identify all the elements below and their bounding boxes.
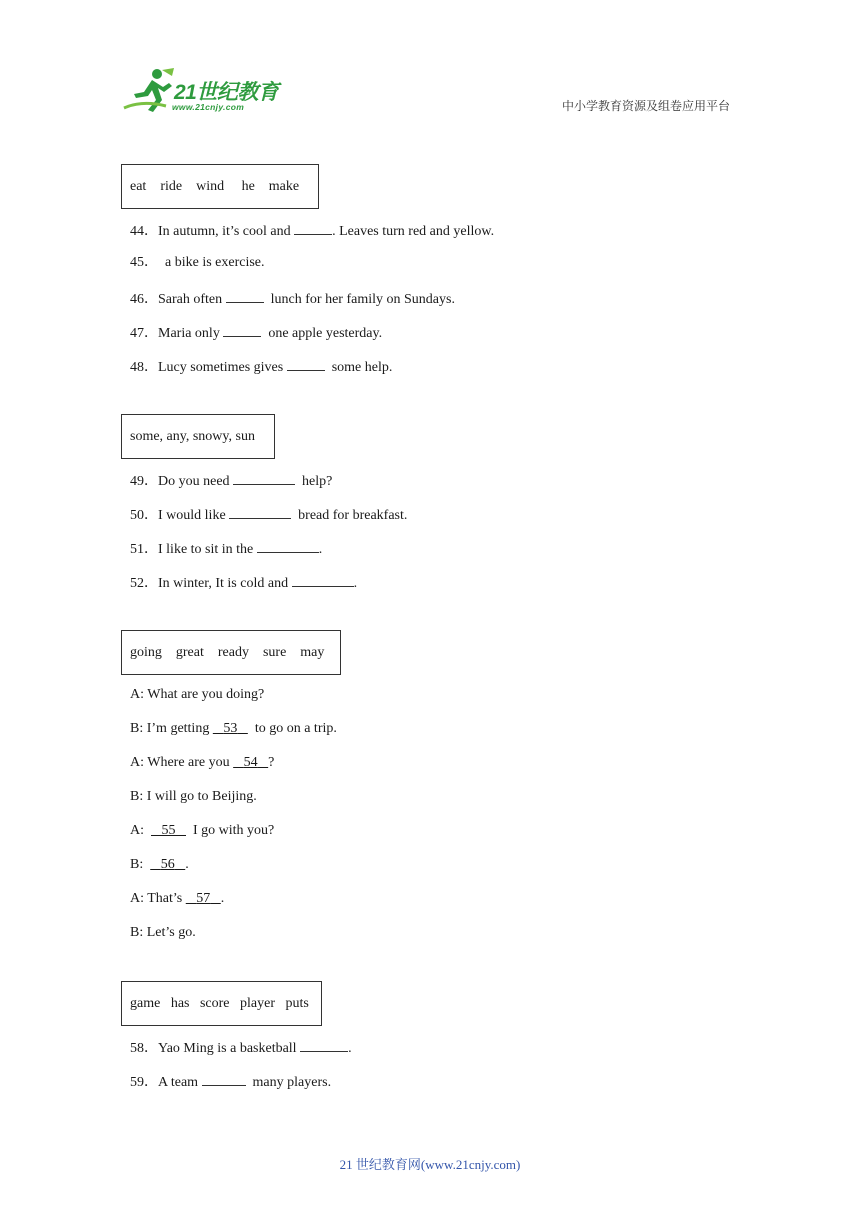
header-tagline: 中小学教育资源及组卷应用平台 xyxy=(561,99,730,113)
question-text: . xyxy=(348,1041,352,1056)
dialogue-text: B: xyxy=(130,857,151,872)
question-number: 50． xyxy=(130,508,158,523)
question-text: . Leaves turn red and yellow. xyxy=(332,224,495,239)
dialogue-text: B: I will go to Beijing. xyxy=(130,789,257,804)
question-text: a bike is exercise. xyxy=(158,255,265,270)
question-item xyxy=(130,288,455,309)
question-text: In autumn, it’s cool and xyxy=(158,224,295,239)
question-text: . xyxy=(318,542,323,557)
dialogue-line xyxy=(130,788,257,806)
word-bank-box: eat ride wind he make xyxy=(121,164,319,209)
dialogue-text: I go with you? xyxy=(186,823,275,838)
answer-blank[interactable] xyxy=(226,288,264,303)
question-text: . xyxy=(353,576,358,591)
question-text: A team xyxy=(158,1075,202,1090)
question-item xyxy=(130,356,392,377)
question-text: Maria only xyxy=(158,326,224,341)
question-number: 59． xyxy=(130,1075,158,1090)
question-number: 46． xyxy=(130,292,158,307)
dialogue-text: ? xyxy=(268,755,275,770)
answer-blank[interactable] xyxy=(292,572,354,587)
question-text: I like to sit in the xyxy=(158,542,257,557)
answer-blank[interactable] xyxy=(300,1037,348,1052)
dialogue-line xyxy=(130,686,264,704)
question-number: 47． xyxy=(130,326,158,341)
numbered-blank[interactable]: 56 xyxy=(160,857,175,872)
question-text: Yao Ming is a basketball xyxy=(158,1041,301,1056)
question-text: I would like xyxy=(158,508,230,523)
answer-blank[interactable] xyxy=(294,220,332,235)
answer-blank[interactable] xyxy=(229,504,291,519)
dialogue-text: A: xyxy=(130,823,151,838)
dialogue-text: to go on a trip. xyxy=(247,721,337,736)
question-item xyxy=(130,1037,352,1058)
question-text: some help. xyxy=(324,360,393,375)
dialogue-line xyxy=(130,822,274,840)
dialogue-line xyxy=(130,754,274,772)
numbered-blank[interactable]: 53 xyxy=(223,721,238,736)
question-item xyxy=(130,220,494,241)
question-text: Do you need xyxy=(158,474,234,489)
question-item xyxy=(130,254,265,272)
page-footer: 21 世纪教育网(www.21cnjy.com) xyxy=(339,1157,521,1172)
question-text: lunch for her family on Sundays. xyxy=(263,292,455,307)
word-bank-box: some, any, snowy, sun xyxy=(121,414,275,459)
question-text: one apple yesterday. xyxy=(261,326,383,341)
question-text: help? xyxy=(295,474,333,489)
question-number: 49． xyxy=(130,474,158,489)
word-bank-box: going great ready sure may xyxy=(121,630,341,675)
site-logo xyxy=(122,66,292,116)
dialogue-text: A: That’s xyxy=(130,891,186,906)
question-text: Sarah often xyxy=(158,292,226,307)
question-item xyxy=(130,322,382,343)
question-item xyxy=(130,572,357,593)
question-number: 48． xyxy=(130,360,158,375)
answer-blank[interactable] xyxy=(233,470,295,485)
question-text: many players. xyxy=(245,1075,332,1090)
numbered-blank[interactable]: 54 xyxy=(243,755,258,770)
question-item xyxy=(130,470,332,491)
dialogue-text: B: I’m getting xyxy=(130,721,213,736)
logo-text: 21世纪教育 xyxy=(174,81,279,104)
dialogue-line xyxy=(130,924,196,942)
question-text: bread for breakfast. xyxy=(291,508,408,523)
question-text: In winter, It is cold and xyxy=(158,576,292,591)
question-item xyxy=(130,538,322,559)
dialogue-line xyxy=(130,720,337,738)
question-number: 58． xyxy=(130,1041,158,1056)
page-header xyxy=(0,0,860,130)
dialogue-text: A: What are you doing? xyxy=(130,687,265,702)
numbered-blank[interactable]: 55 xyxy=(161,823,176,838)
word-bank-box: game has score player puts xyxy=(121,981,322,1026)
question-number: 52． xyxy=(130,576,158,591)
dialogue-line xyxy=(130,890,224,908)
answer-blank[interactable] xyxy=(287,356,325,371)
dialogue-text: . xyxy=(185,857,189,872)
question-number: 51． xyxy=(130,542,158,557)
answer-blank[interactable] xyxy=(257,538,319,553)
dialogue-text: B: Let’s go. xyxy=(130,925,196,940)
question-number: 44． xyxy=(130,224,158,239)
question-item xyxy=(130,504,407,525)
dialogue-line xyxy=(130,856,189,874)
dialogue-text: A: Where are you xyxy=(130,755,234,770)
question-number: 45． xyxy=(130,255,158,270)
answer-blank[interactable] xyxy=(223,322,261,337)
dialogue-text: . xyxy=(220,891,225,906)
logo-url: www.21cnjy.com xyxy=(172,102,245,112)
question-item xyxy=(130,1071,331,1092)
numbered-blank[interactable]: 57 xyxy=(196,891,211,906)
answer-blank[interactable] xyxy=(202,1071,246,1086)
question-text: Lucy sometimes gives xyxy=(158,360,287,375)
